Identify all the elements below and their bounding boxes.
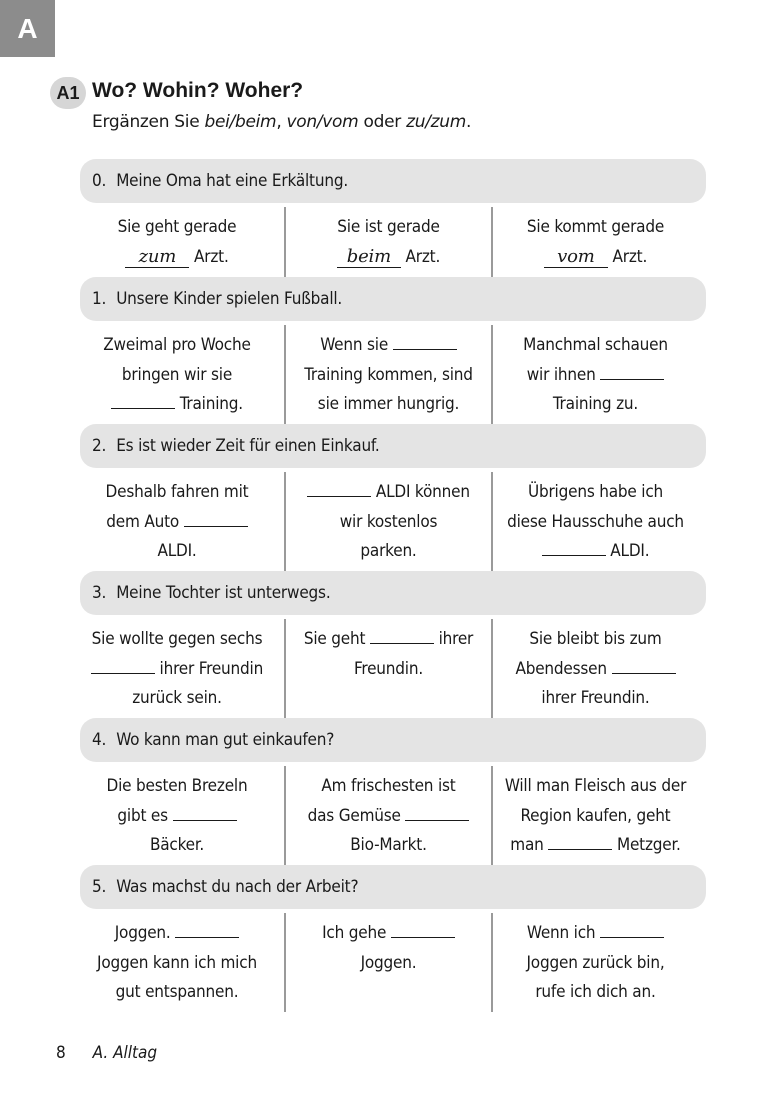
fill-blank[interactable]	[391, 920, 455, 938]
page-footer	[56, 1043, 157, 1063]
answer-cell: ALDI können wir kostenlos parken.	[284, 472, 491, 571]
fill-blank[interactable]	[600, 920, 664, 938]
fill-blank[interactable]	[548, 832, 612, 850]
exercise-item-5	[80, 865, 706, 1012]
item-prompt: 4. Wo kann man gut einkaufen?	[80, 718, 706, 762]
item-prompt: 5. Was machst du nach der Arbeit?	[80, 865, 706, 909]
answer-cell: Wenn ich Joggen zurück bin, rufe ich dich an.	[491, 913, 698, 1012]
item-prompt: 0. Meine Oma hat eine Erkältung.	[80, 159, 706, 203]
answer-row	[80, 619, 706, 718]
exercise-item-4	[80, 718, 706, 865]
answer-cell: Wenn sie Training kommen, sind sie immer hungrig.	[284, 325, 491, 424]
exercise-title: Wo? Wohin? Woher?	[92, 79, 304, 102]
answer-row	[80, 207, 706, 279]
answer-cell: Übrigens habe ich diese Hausschuhe auch ALDI.	[491, 472, 698, 571]
fill-blank[interactable]	[111, 391, 175, 409]
answer-cell: Joggen. Joggen kann ich mich gut entspannen.	[70, 913, 284, 1012]
fill-blank[interactable]	[612, 656, 676, 674]
item-prompt: 3. Meine Tochter ist unterwegs.	[80, 571, 706, 615]
fill-blank[interactable]	[542, 538, 606, 556]
answer-cell: Sie ist gerade beim Arzt.	[284, 207, 491, 279]
item-prompt: 2. Es ist wieder Zeit für einen Einkauf.	[80, 424, 706, 468]
handwritten-answer: vom	[544, 247, 608, 268]
handwritten-answer: zum	[125, 247, 189, 268]
answer-cell: Die besten Brezeln gibt es Bäcker.	[106, 776, 248, 855]
answer-cell: Sie bleibt bis zum Abendessen ihrer Freundin.	[491, 619, 698, 718]
page-number: 8	[56, 1043, 66, 1063]
answer-row	[80, 325, 706, 424]
fill-blank[interactable]	[600, 362, 664, 380]
fill-blank[interactable]	[173, 803, 237, 821]
answer-cell: Zweimal pro Woche bringen wir sie Training.	[103, 335, 251, 414]
exercise-item-3	[80, 571, 706, 718]
answer-cell: Sie kommt gerade vom Arzt.	[491, 207, 698, 279]
chapter-title: A. Alltag	[92, 1043, 158, 1063]
handwritten-answer: beim	[337, 247, 401, 268]
exercise-badge: A1	[50, 77, 86, 109]
fill-blank[interactable]	[307, 479, 371, 497]
answer-cell: Am frischesten ist das Gemüse Bio-Markt.	[284, 766, 491, 865]
answer-cell: Sie geht ihrer Freundin.	[284, 619, 491, 718]
item-prompt: 1. Unsere Kinder spielen Fußball.	[80, 277, 706, 321]
answer-cell: Manchmal schauen wir ihnen Training zu.	[491, 325, 698, 424]
exercise-item-2	[80, 424, 706, 571]
answer-row	[80, 913, 706, 1012]
answer-row	[80, 766, 706, 865]
answer-cell: Sie geht gerade zum Arzt.	[117, 217, 237, 267]
answer-cell: Sie wollte gegen sechs ihrer Freundin zurück sein.	[91, 629, 264, 708]
section-tab: A	[0, 0, 55, 57]
exercise-item-1	[80, 277, 706, 424]
fill-blank[interactable]	[175, 920, 239, 938]
fill-blank[interactable]	[184, 509, 248, 527]
answer-cell: Will man Fleisch aus der Region kaufen, geht man Metzger.	[491, 766, 698, 865]
answer-row	[80, 472, 706, 571]
fill-blank[interactable]	[91, 656, 155, 674]
fill-blank[interactable]	[370, 626, 434, 644]
exercise-instruction: Ergänzen Sie bei/beim, von/vom oder zu/zum.	[92, 112, 472, 132]
answer-cell: Deshalb fahren mit dem Auto ALDI.	[105, 482, 249, 561]
answer-cell: Ich gehe Joggen.	[284, 913, 491, 1012]
fill-blank[interactable]	[405, 803, 469, 821]
fill-blank[interactable]	[393, 332, 457, 350]
exercise-item-0	[80, 159, 706, 279]
